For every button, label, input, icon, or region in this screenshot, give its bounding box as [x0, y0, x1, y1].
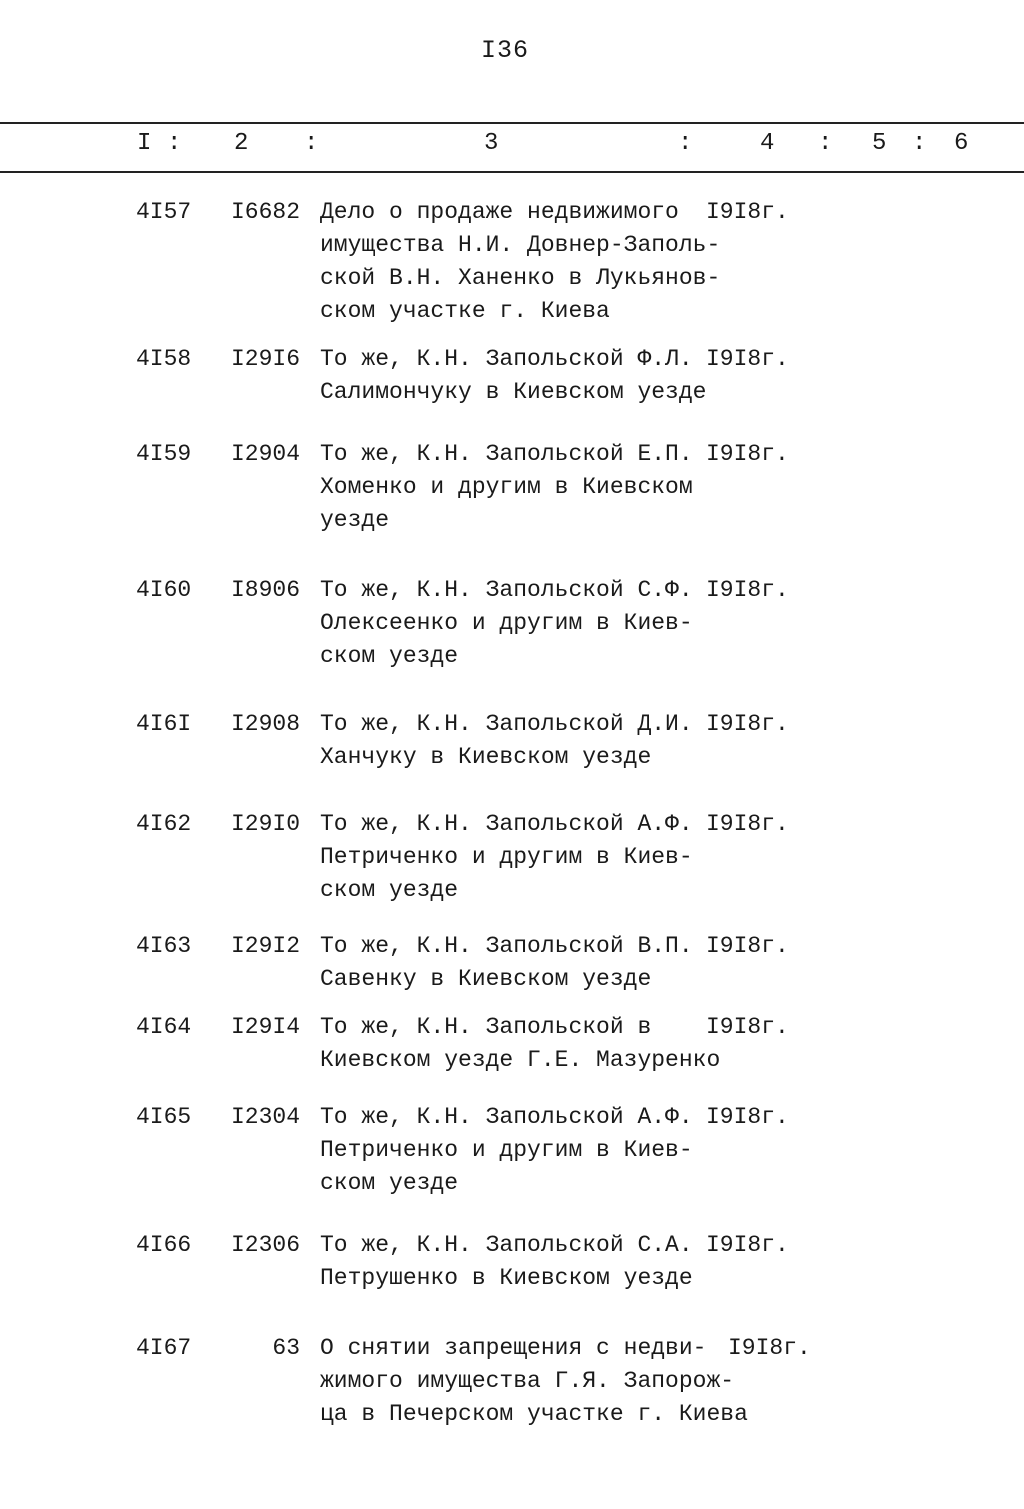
description-line: Савенку в Киевском уезде	[320, 966, 652, 992]
entry-description	[320, 808, 720, 907]
description-line: Киевском уезде Г.Е. Мазуренко	[320, 1047, 721, 1073]
description-line: ской В.Н. Ханенко в Лукьянов-	[320, 265, 721, 291]
entry-year: I9I8г.	[706, 811, 789, 837]
entry-code: I2908	[230, 711, 300, 737]
description-line: Хоменко и другим в Киевском	[320, 474, 693, 500]
column-header-row	[0, 130, 1024, 160]
description-line: имущества Н.И. Довнер-Заполь-	[320, 232, 721, 258]
entry-description	[320, 1101, 720, 1200]
entry-year: I9I8г.	[706, 711, 789, 737]
entry-code: I2904	[230, 441, 300, 467]
entry-number: 4I57	[136, 199, 192, 225]
header-top-rule	[0, 122, 1024, 124]
column-header-5: 5	[872, 130, 887, 157]
entry-description	[320, 196, 720, 328]
entry-year: I9I8г.	[728, 1335, 811, 1361]
column-header-2: 2	[234, 130, 249, 157]
description-line: То же, К.Н. Запольской Д.И.	[320, 711, 693, 737]
entry-code: I29I6	[230, 346, 300, 372]
entry-description	[320, 1229, 720, 1295]
entry-code: I29I4	[230, 1014, 300, 1040]
entry-code: I6682	[230, 199, 300, 225]
entry-description	[320, 930, 720, 996]
entry-code: 63	[272, 1335, 300, 1361]
entry-number: 4I64	[136, 1014, 192, 1040]
entry-code: I2306	[230, 1232, 300, 1258]
entry-year: I9I8г.	[706, 1014, 789, 1040]
entry-description	[320, 574, 720, 673]
description-line: Олексеенко и другим в Киев-	[320, 610, 693, 636]
entry-code: I2304	[230, 1104, 300, 1130]
column-header-3: 3	[484, 130, 499, 157]
description-line: ском уезде	[320, 877, 459, 903]
entry-description	[320, 708, 720, 774]
description-line: Салимончуку в Киевском уезде	[320, 379, 707, 405]
description-line: Ханчуку в Киевском уезде	[320, 744, 652, 770]
description-line: Петрушенко в Киевском уезде	[320, 1265, 693, 1291]
column-separator: :	[678, 130, 693, 157]
description-line: Петриченко и другим в Киев-	[320, 844, 693, 870]
description-line: ском уезде	[320, 643, 459, 669]
entry-year: I9I8г.	[706, 441, 789, 467]
description-line: Дело о продаже недвижимого	[320, 199, 679, 225]
header-bottom-rule	[0, 171, 1024, 173]
entry-number: 4I66	[136, 1232, 192, 1258]
description-line: То же, К.Н. Запольской С.А.	[320, 1232, 693, 1258]
entry-year: I9I8г.	[706, 933, 789, 959]
description-line: жимого имущества Г.Я. Запорож-	[320, 1368, 735, 1394]
description-line: уезде	[320, 507, 390, 533]
entry-number: 4I59	[136, 441, 192, 467]
column-separator: :	[818, 130, 833, 157]
entry-year: I9I8г.	[706, 346, 789, 372]
description-line: То же, К.Н. Запольской С.Ф.	[320, 577, 693, 603]
entry-description	[320, 438, 720, 537]
column-header-1: I	[137, 130, 152, 157]
column-header-6: 6	[954, 130, 969, 157]
description-line: ца в Печерском участке г. Киева	[320, 1401, 748, 1427]
entry-year: I9I8г.	[706, 1104, 789, 1130]
description-line: То же, К.Н. Запольской Ф.Л.	[320, 346, 693, 372]
entry-code: I29I0	[230, 811, 300, 837]
description-line: То же, К.Н. Запольской В.П.	[320, 933, 693, 959]
column-separator: :	[167, 130, 182, 157]
description-line: То же, К.Н. Запольской А.Ф.	[320, 811, 693, 837]
entry-description	[320, 1011, 720, 1077]
entry-code: I29I2	[230, 933, 300, 959]
entry-number: 4I6I	[136, 711, 192, 737]
page-number: I36	[480, 36, 529, 65]
description-line: О снятии запрещения с недви-	[320, 1335, 707, 1361]
description-line: То же, К.Н. Запольской Е.П.	[320, 441, 693, 467]
description-line: Петриченко и другим в Киев-	[320, 1137, 693, 1163]
entry-number: 4I67	[136, 1335, 192, 1361]
entry-code: I8906	[230, 577, 300, 603]
entry-number: 4I58	[136, 346, 192, 372]
entry-description	[320, 343, 720, 409]
entry-number: 4I65	[136, 1104, 192, 1130]
description-line: ском участке г. Киева	[320, 298, 610, 324]
entry-year: I9I8г.	[706, 1232, 789, 1258]
entry-description	[320, 1332, 748, 1431]
entry-number: 4I62	[136, 811, 192, 837]
description-line: То же, К.Н. Запольской А.Ф.	[320, 1104, 693, 1130]
column-header-4: 4	[760, 130, 775, 157]
entry-number: 4I63	[136, 933, 192, 959]
description-line: ском уезде	[320, 1170, 459, 1196]
entry-number: 4I60	[136, 577, 192, 603]
column-separator: :	[912, 130, 927, 157]
entry-year: I9I8г.	[706, 199, 789, 225]
column-separator: :	[304, 130, 319, 157]
description-line: То же, К.Н. Запольской в	[320, 1014, 652, 1040]
entry-year: I9I8г.	[706, 577, 789, 603]
